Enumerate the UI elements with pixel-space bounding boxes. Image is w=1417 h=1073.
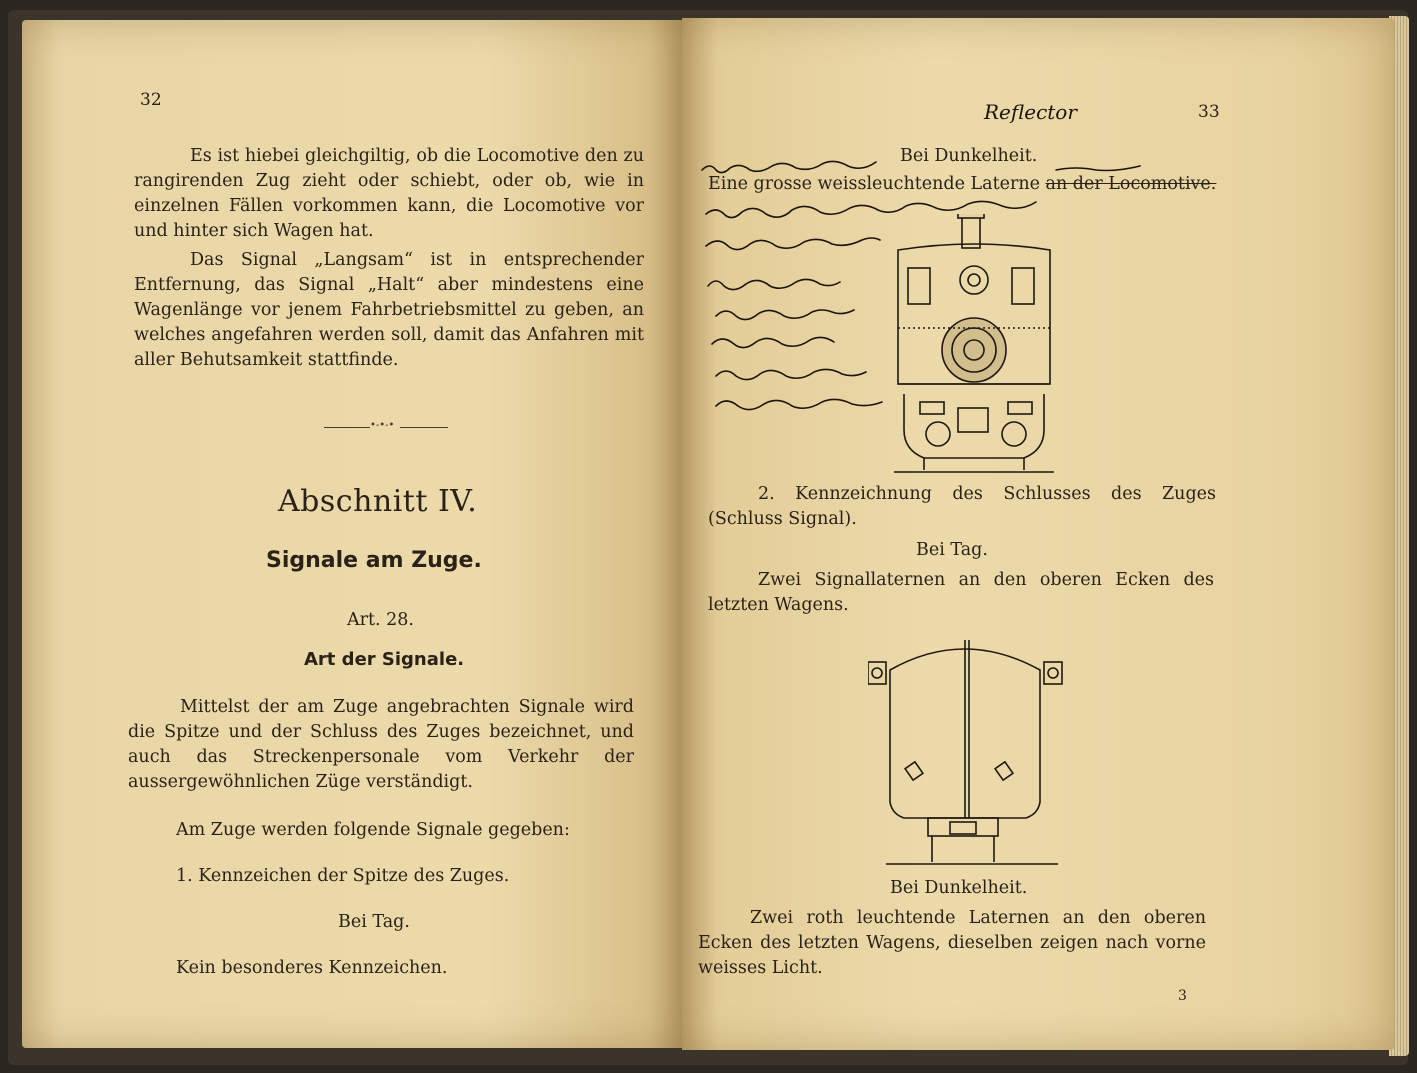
zwei-roth-laternen-text: Zwei roth leuchtende Laternen an den oberen Ecken des letzten Wagens, dieselben zeigen nach vorne weisses Licht.: [698, 908, 1206, 978]
paragraph-3: [128, 695, 634, 795]
zwei-signallaternen-text: Zwei Signallaternen an den oberen Ecken des letzten Wagens.: [708, 570, 1214, 615]
wagon-rear-drawing: [868, 634, 1064, 868]
kein-kennzeichen: Kein besonderes Kennzeichen.: [176, 958, 448, 978]
list-item-1: 1. Kennzeichen der Spitze des Zuges.: [176, 866, 510, 886]
zwei-roth-laternen: [698, 906, 1206, 981]
bei-tag-right: Bei Tag.: [916, 540, 988, 560]
signature-mark: 3: [1178, 988, 1187, 1004]
paragraph-2: [134, 248, 644, 373]
section-heading: Abschnitt IV.: [278, 484, 478, 519]
article-number: Art. 28.: [347, 610, 414, 630]
page-number-right: 33: [1198, 102, 1220, 122]
list-item-2: [708, 482, 1216, 532]
paragraph-3-text: Mittelst der am Zuge angebrachten Signale wird die Spitze und der Schluss des Zuges bezeichnet, und auch das Streckenpersonale vom Verkehr der aussergewöhnlichen Züge verständigt.: [128, 697, 634, 792]
left-page: 32 Es ist hiebei gleichgiltig, ob die Locomotive den zu rangirenden Zug zieht oder schiebt, oder ob, wie in einzelnen Fällen vorkommen kann, die Locomotive vor und hinter sich Wagen hat. Das Signal „Langsam“ ist in entsprechender Entfernung, das Signal „Halt“ aber mindestens eine Wagenlänge vor jenem Fahrbetriebsmittel zu geben, an welches angefahren werden soll, damit das Anfahren mit aller Behutsamkeit stattfinde. •‑•‑• Abschnitt IV. Signale am Zuge. Art. 28. Art der Signale. Mittelst der am Zuge angebrachten Signale wird die Spitze und der Schluss des Zuges bezeichnet, und auch das Streckenpersonale vom Verkehr der aussergewöhnlichen Züge verständigt. Am Zuge werden folgende Signale gegeben: 1. Kennzeichen der Spitze des Zuges. Bei Tag. Kein besonderes Kennzeichen.: [22, 20, 682, 1048]
handwritten-reflector: Reflector: [984, 100, 1077, 124]
paragraph-4: Am Zuge werden folgende Signale gegeben:: [176, 820, 570, 840]
paragraph-1: [134, 144, 644, 244]
page-number-left: 32: [140, 90, 162, 110]
list-item-2-text: 2. Kennzeichnung des Schlusses des Zuges (Schluss Signal).: [708, 484, 1216, 529]
article-title: Art der Signale.: [304, 649, 465, 670]
bei-dunkelheit-2: Bei Dunkelheit.: [890, 878, 1028, 898]
lantern-struck-text: an der Locomotive.: [1045, 174, 1217, 194]
zwei-signallaternen: [708, 568, 1214, 618]
locomotive-front-drawing: [894, 214, 1054, 476]
paragraph-2-text: Das Signal „Langsam“ ist in entsprechender Entfernung, das Signal „Halt“ aber mindestens eine Wagenlänge vor jenem Fahrbetriebsmittel zu geben, an welches angefahren werden soll, damit das Anfahren mit aller Behutsamkeit stattfinde.: [134, 250, 644, 370]
bei-dunkelheit-1: Bei Dunkelheit.: [900, 146, 1038, 166]
bei-tag-left: Bei Tag.: [338, 912, 410, 932]
paragraph-1-text: Es ist hiebei gleichgiltig, ob die Locomotive den zu rangirenden Zug zieht oder schiebt, oder ob, wie in einzelnen Fällen vorkommen kann, die Locomotive vor und hinter sich Wagen hat.: [134, 146, 644, 241]
lantern-sentence-text: Eine grosse weissleuchtende Laterne: [708, 174, 1040, 194]
section-title: Signale am Zuge.: [266, 548, 482, 573]
right-page: [682, 18, 1394, 1050]
